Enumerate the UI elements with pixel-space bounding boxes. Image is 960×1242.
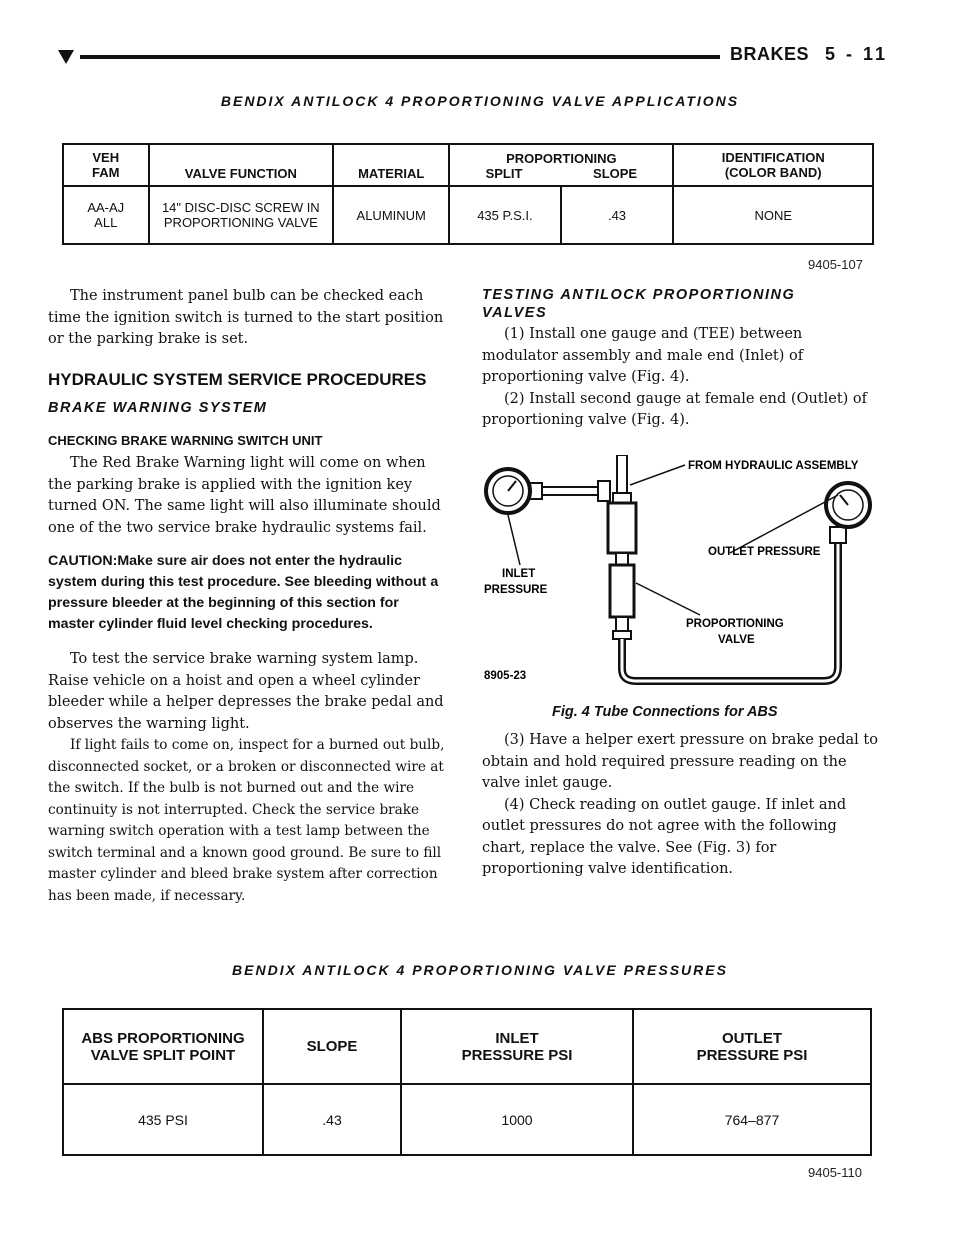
page-number: 5 - 11: [825, 44, 889, 64]
pressures-table: [62, 1008, 872, 1156]
table2-figure-number: 9405-110: [808, 1165, 862, 1180]
testing-heading: TESTING ANTILOCK PROPORTIONING VALVES: [482, 287, 796, 321]
section-name: BRAKES: [730, 44, 810, 64]
paragraph-test-lamp: To test the service brake warning system lamp. Raise vehicle on a hoist and open a wheel cylinder bleeder while a helper depresses the brake pedal and observes the warning light.: [48, 651, 444, 732]
right-column-top: [482, 286, 882, 432]
right-column-bottom: [482, 730, 882, 881]
paragraph-warning-light: The Red Brake Warning light will come on when the parking brake is applied with the ignition key turned ON. The same light will also illuminate should one of the two service brake hydraulic systems fail.: [48, 455, 441, 536]
cell-slope: .43: [263, 1084, 401, 1155]
label-from-hydraulic: FROM HYDRAULIC ASSEMBLY: [688, 460, 859, 472]
cell-outlet: 764–877: [633, 1084, 871, 1155]
step-4: (4) Check reading on outlet gauge. If inlet and outlet pressures do not agree with the following chart, replace the valve. See (Fig. 3) for proportioning valve identification.: [482, 796, 847, 877]
table1-title: BENDIX ANTILOCK 4 PROPORTIONING VALVE APPLICATIONS: [220, 93, 740, 109]
table1-figure-number: 9405-107: [808, 257, 863, 272]
table2-title: BENDIX ANTILOCK 4 PROPORTIONING VALVE PRESSURES: [232, 962, 728, 978]
header-inlet: INLET PRESSURE PSI: [401, 1009, 633, 1084]
sub-subheading: CHECKING BRAKE WARNING SWITCH UNIT: [48, 432, 323, 448]
header-slope: SLOPE: [263, 1009, 401, 1084]
header-valve-function: VALVE FUNCTION: [149, 144, 334, 186]
header-material: MATERIAL: [333, 144, 449, 186]
tube-connections-figure: [480, 455, 880, 695]
paragraph-light-fails: If light fails to come on, inspect for a burned out bulb, disconnected socket, or a broken or disconnected wire at the switch. If the bulb is not burned out and the wire continuity is not interrupted. Check the service brake warning switch operation with a test lamp between the switch terminal and a known good ground. Be sure to fill master cylinder and bleed brake system after correction has been made, if necessary.: [48, 737, 445, 904]
cell-split-point: 435 PSI: [63, 1084, 263, 1155]
cell-identification: NONE: [673, 186, 873, 244]
section-heading: HYDRAULIC SYSTEM SERVICE PROCEDURES: [48, 369, 427, 389]
header-rule: [80, 55, 720, 59]
header-split: SPLIT: [485, 165, 523, 181]
label-inlet-line1: INLET: [502, 568, 536, 580]
label-inlet-line2: PRESSURE: [484, 584, 548, 596]
cell-split: 435 P.S.I.: [449, 186, 560, 244]
header-identification: IDENTIFICATION (COLOR BAND): [673, 144, 873, 186]
label-outlet-pressure: OUTLET PRESSURE: [708, 546, 821, 558]
figure-code: 8905-23: [484, 670, 527, 682]
caution-note: CAUTION:Make sure air does not enter the hydraulic system during this test procedure. See bleeding without a pressure bleeder at the beginning of this section for master cylinder fluid level checking procedures.: [48, 553, 439, 632]
step-1: (1) Install one gauge and (TEE) between modulator assembly and male end (Inlet) of proportioning valve (Fig. 4).: [482, 326, 804, 385]
cell-veh-fam: AA-AJ ALL: [63, 186, 149, 244]
cell-material: ALUMINUM: [333, 186, 449, 244]
header-proportioning: PROPORTIONING SPLIT SLOPE: [449, 144, 673, 186]
label-valve-line2: VALVE: [718, 634, 755, 646]
cell-inlet: 1000: [401, 1084, 633, 1155]
applications-table: [62, 143, 874, 245]
figure-caption: Fig. 4 Tube Connections for ABS: [552, 704, 778, 720]
intro-paragraph: The instrument panel bulb can be checked each time the ignition switch is turned to the start position or the parking brake is set.: [48, 288, 444, 347]
header-outlet: OUTLET PRESSURE PSI: [633, 1009, 871, 1084]
header-triangle-icon: [58, 50, 74, 64]
page-header: [730, 44, 888, 65]
left-column: [48, 286, 448, 907]
cell-valve-function: 14" DISC-DISC SCREW IN PROPORTIONING VALVE: [149, 186, 334, 244]
cell-slope: .43: [561, 186, 674, 244]
header-split-point: ABS PROPORTIONING VALVE SPLIT POINT: [63, 1009, 263, 1084]
step-2: (2) Install second gauge at female end (Outlet) of proportioning valve (Fig. 4).: [482, 390, 868, 428]
label-valve-line1: PROPORTIONING: [686, 618, 784, 630]
header-slope: SLOPE: [593, 165, 638, 181]
header-veh-fam: VEH FAM: [63, 144, 149, 186]
subsection-heading: BRAKE WARNING SYSTEM: [48, 400, 268, 416]
step-3: (3) Have a helper exert pressure on brake pedal to obtain and hold required pressure reading on the valve inlet gauge.: [482, 732, 878, 791]
